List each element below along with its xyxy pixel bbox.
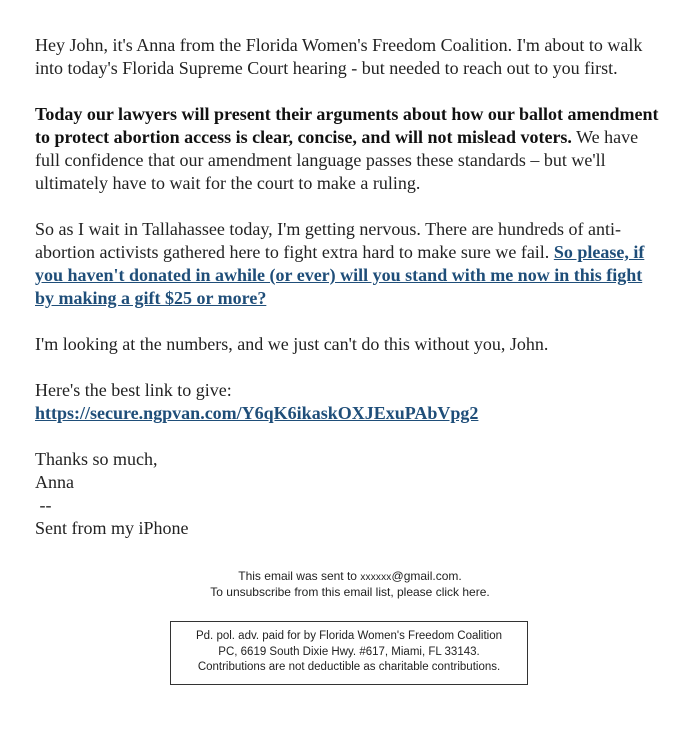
- give-link-paragraph: [35, 379, 665, 425]
- arguments-bold-text: Today our lawyers will present their arguments about how our ballot amendment to protect abortion access is clear, concise, and will not mislead voters.: [35, 104, 659, 147]
- masked-email: xxxxxx: [360, 572, 392, 583]
- email-body: [35, 34, 665, 563]
- email-footer: [0, 569, 700, 600]
- unsubscribe-link[interactable]: To unsubscribe from this email list, please click here.: [210, 585, 490, 599]
- signoff-sent-from: Sent from my iPhone: [35, 518, 189, 538]
- signoff-dashes: --: [35, 495, 52, 515]
- arguments-paragraph: [35, 103, 665, 195]
- appeal-paragraph: [35, 218, 665, 310]
- disclaimer-line-2: PC, 6619 South Dixie Hwy. #617, Miami, FL 33143.: [218, 645, 480, 658]
- sent-to-line: [0, 569, 700, 585]
- signoff: [35, 448, 665, 540]
- signoff-name: Anna: [35, 472, 74, 492]
- signoff-thanks: Thanks so much,: [35, 449, 158, 469]
- arguments-rest-text: We have full confidence that our amendment language passes these standards – but we'll ultimately have to wait for the court to make a ruling.: [35, 127, 639, 193]
- email-domain: @gmail.com.: [391, 569, 462, 583]
- disclaimer-line-1: Pd. pol. adv. paid for by Florida Women's Freedom Coalition: [195, 630, 503, 642]
- intro-paragraph: Hey John, it's Anna from the Florida Women's Freedom Coalition. I'm about to walk into today's Florida Supreme Court hearing - but needed to reach out to you first.: [35, 35, 643, 78]
- paid-for-disclaimer: [170, 621, 528, 685]
- donate-link[interactable]: So please, if you haven't donated in awhile (or ever) will you stand with me now in this fight by making a gift $25 or more?: [35, 242, 645, 308]
- give-link-label: Here's the best link to give:: [35, 380, 232, 400]
- numbers-paragraph: I'm looking at the numbers, and we just can't do this without you, John.: [35, 334, 549, 354]
- disclaimer-line-3: Contributions are not deductible as charitable contributions.: [197, 661, 501, 673]
- give-url-link[interactable]: https://secure.ngpvan.com/Y6qK6ikaskOXJExuPAbVpg2: [35, 403, 479, 423]
- appeal-text: So as I wait in Tallahassee today, I'm getting nervous. There are hundreds of anti-abortion activists gathered here to fight extra hard to make sure we fail.: [35, 219, 621, 262]
- sent-to-prefix: This email was sent to: [238, 569, 361, 583]
